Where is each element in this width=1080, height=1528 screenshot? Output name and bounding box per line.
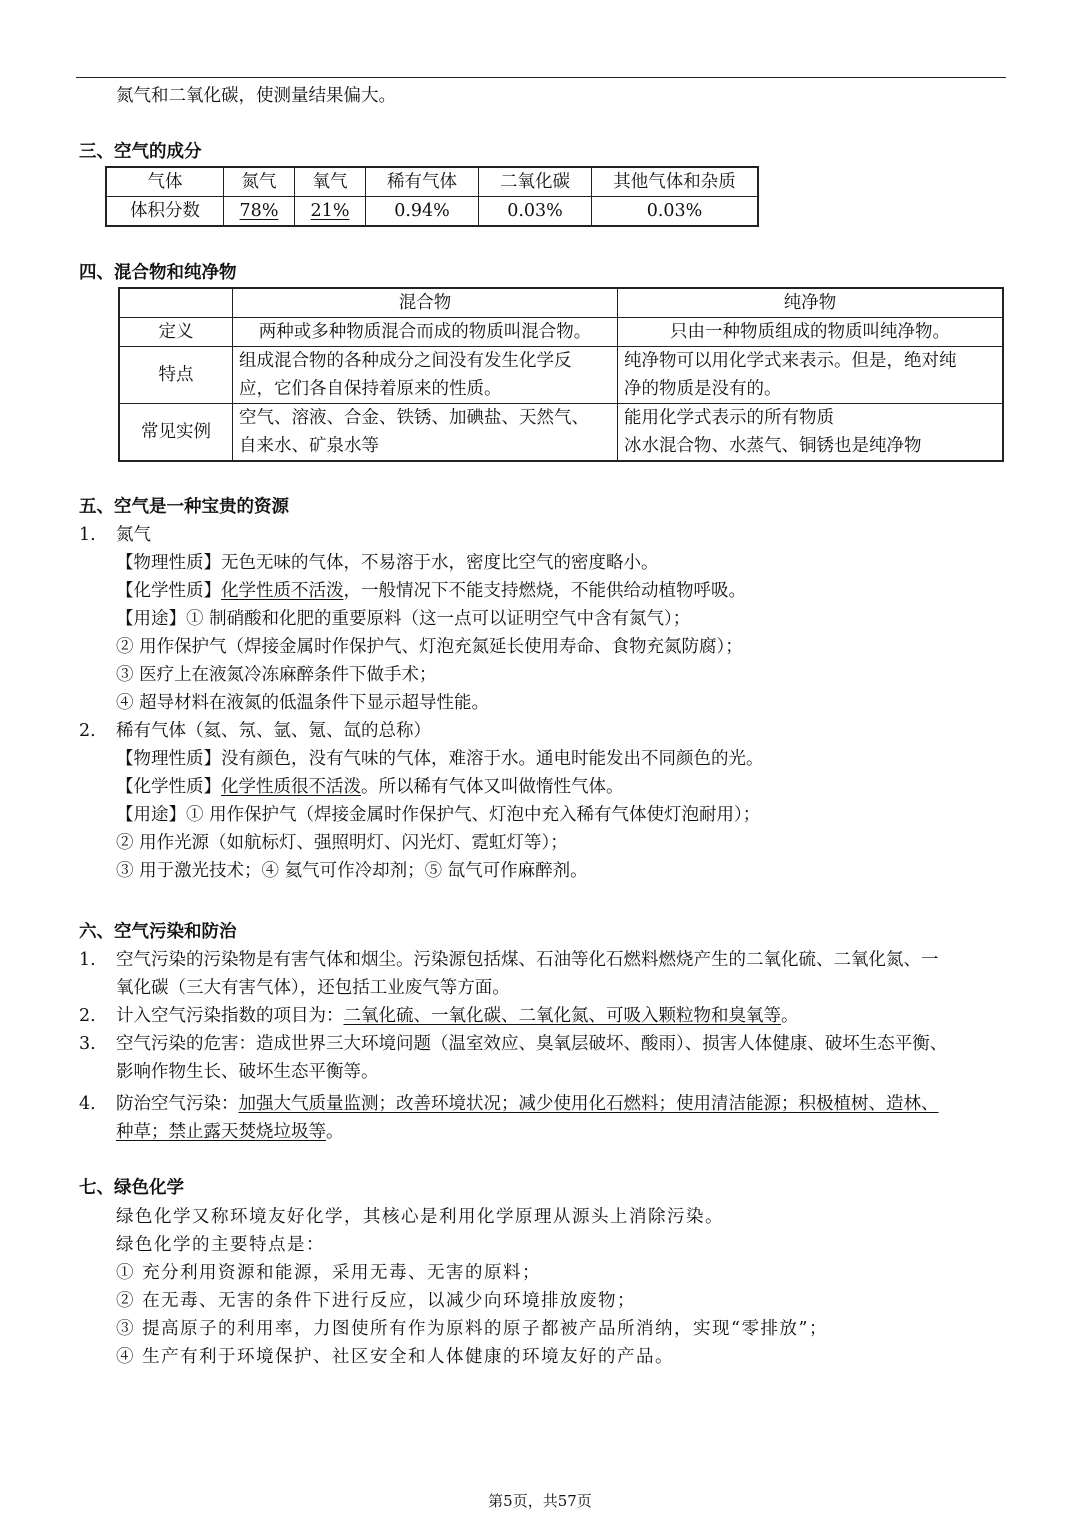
cell-line: 组成混合物的各种成分之间没有发生化学反 xyxy=(239,351,572,371)
text: ① 制硝酸和化肥的重要原料（这一点可以证明空气中含有氮气）； xyxy=(186,609,691,629)
tag: 【物理性质】 xyxy=(116,553,221,573)
row-label: 特点 xyxy=(119,347,233,404)
nitrogen-use-2: ② 用作保护气（焊接金属时作保护气、灯泡充氮延长使用寿命、食物充氮防腐）； xyxy=(116,637,743,657)
mixture-pure-table xyxy=(118,287,1004,462)
header-cell: 氮气 xyxy=(224,167,295,197)
nitrogen-chemical xyxy=(116,577,746,605)
cell-line: 冰水混合物、水蒸气、铜锈也是纯净物 xyxy=(624,436,922,456)
cell: 只由一种物质组成的物质叫纯净物。 xyxy=(618,318,1004,347)
cell xyxy=(233,404,618,462)
noble-gas-use-3: ③ 用于激光技术；④ 氦气可作冷却剂；⑤ 氙气可作麻醉剂。 xyxy=(116,861,588,881)
row-label: 体积分数 xyxy=(106,197,224,227)
cell xyxy=(618,404,1004,462)
header-cell: 混合物 xyxy=(233,288,618,318)
tag: 【化学性质】 xyxy=(116,777,221,797)
table-header-row xyxy=(119,288,1003,318)
table-row xyxy=(119,318,1003,347)
cell-line: 空气、溶液、合金、铁锈、加碘盐、天然气、 xyxy=(239,408,589,428)
cell-line: 净的物质是没有的。 xyxy=(624,379,782,399)
underlined-text: 加强大气质量监测；改善环境状况；减少使用化石燃料；使用清洁能源；积极植树、造林、 xyxy=(238,1094,939,1114)
underlined-text: 化学性质很不活泼 xyxy=(221,777,361,797)
text: ① 用作保护气（焊接金属时作保护气、灯泡中充入稀有气体使灯泡耐用）； xyxy=(186,805,761,825)
item-number: 1. xyxy=(79,950,96,970)
pollution-item-3-line-1: 空气污染的危害：造成世界三大环境问题（温室效应、臭氧层破坏、酸雨）、损害人体健康、破坏生态平衡、 xyxy=(116,1034,948,1054)
pollution-item-3-line-2: 影响作物生长、破坏生态平衡等。 xyxy=(116,1062,379,1082)
value-cell: 78% xyxy=(224,197,295,227)
item-number: 2. xyxy=(79,1006,96,1026)
noble-gas-use-1 xyxy=(116,801,760,829)
text: 。 xyxy=(326,1122,344,1142)
table-row xyxy=(119,347,1003,404)
value-cell: 21% xyxy=(295,197,366,227)
cell-line: 能用化学式表示的所有物质 xyxy=(624,408,834,428)
value-cell: 0.94% xyxy=(366,197,479,227)
item-number: 1. xyxy=(79,525,96,545)
pollution-item-2 xyxy=(116,1002,799,1030)
cell xyxy=(233,347,618,404)
text: 防治空气污染： xyxy=(116,1094,239,1114)
table-row xyxy=(106,197,758,227)
green-chem-line-2: 绿色化学的主要特点是： xyxy=(116,1235,325,1255)
value-cell: 0.03% xyxy=(592,197,759,227)
cell-line: 自来水、矿泉水等 xyxy=(239,436,379,456)
green-chem-line-5: ③ 提高原子的利用率，力图使所有作为原料的原子都被产品所消纳，实现“零排放”； xyxy=(116,1319,828,1339)
underlined-text: 二氧化硫、一氧化碳、二氧化氮、可吸入颗粒物和臭氧等 xyxy=(343,1006,781,1026)
underlined-text: 种草；禁止露天焚烧垃圾等 xyxy=(116,1122,326,1142)
tag: 【用途】 xyxy=(116,805,186,825)
header-cell: 其他气体和杂质 xyxy=(592,167,759,197)
intro-line: 氮气和二氧化碳，使测量结果偏大。 xyxy=(116,86,396,106)
green-chem-line-4: ② 在无毒、无害的条件下进行反应，以减少向环境排放废物； xyxy=(116,1291,637,1311)
section-5-title: 五、空气是一种宝贵的资源 xyxy=(79,497,289,517)
text: 。所以稀有气体又叫做惰性气体。 xyxy=(361,777,624,797)
noble-gas-physical xyxy=(116,745,764,773)
header-cell: 氧气 xyxy=(295,167,366,197)
table-row xyxy=(119,404,1003,462)
row-label: 定义 xyxy=(119,318,233,347)
text: 无色无味的气体，不易溶于水，密度比空气的密度略小。 xyxy=(221,553,659,573)
noble-gas-use-2: ② 用作光源（如航标灯、强照明灯、闪光灯、霓虹灯等）； xyxy=(116,833,568,853)
pollution-item-1-line-2: 氧化碳（三大有害气体），还包括工业废气等方面。 xyxy=(116,978,510,998)
item-number: 2. xyxy=(79,721,96,741)
section-4-title: 四、混合物和纯净物 xyxy=(79,263,237,283)
cell-line: 应，它们各自保持着原来的性质。 xyxy=(239,379,502,399)
air-composition-table xyxy=(105,166,759,227)
nitrogen-use-1 xyxy=(116,605,690,633)
text: 。 xyxy=(781,1006,799,1026)
header-rule xyxy=(76,77,1006,78)
green-chem-line-6: ④ 生产有利于环境保护、社区安全和人体健康的环境友好的产品。 xyxy=(116,1347,675,1367)
empty-cell xyxy=(119,288,233,318)
pollution-item-1-line-1: 空气污染的污染物是有害气体和烟尘。污染源包括煤、石油等化石燃料燃烧产生的二氧化硫、二氧化氮、一 xyxy=(116,950,939,970)
green-chem-line-3: ① 充分利用资源和能源，采用无毒、无害的原料； xyxy=(116,1263,542,1283)
row-label: 常见实例 xyxy=(119,404,233,462)
noble-gas-title: 稀有气体（氦、氖、氩、氪、氙的总称） xyxy=(116,721,431,741)
underlined-text: 化学性质不活泼 xyxy=(221,581,344,601)
table-header-row xyxy=(106,167,758,197)
section-7-title: 七、绿色化学 xyxy=(79,1178,184,1198)
cell: 两种或多种物质混合而成的物质叫混合物。 xyxy=(233,318,618,347)
header-cell: 纯净物 xyxy=(618,288,1004,318)
page-footer: 第5页，共57页 xyxy=(488,1492,592,1510)
tag: 【物理性质】 xyxy=(116,749,221,769)
nitrogen-title: 氮气 xyxy=(116,525,151,545)
text: 没有颜色，没有气味的气体，难溶于水。通电时能发出不同颜色的光。 xyxy=(221,749,764,769)
text: 计入空气污染指数的项目为： xyxy=(116,1006,344,1026)
tag: 【用途】 xyxy=(116,609,186,629)
section-6-title: 六、空气污染和防治 xyxy=(79,922,237,942)
green-chem-line-1: 绿色化学又称环境友好化学，其核心是利用化学原理从源头上消除污染。 xyxy=(116,1207,724,1227)
item-number: 3. xyxy=(79,1034,96,1054)
tag: 【化学性质】 xyxy=(116,581,221,601)
nitrogen-use-3: ③ 医疗上在液氮冷冻麻醉条件下做手术； xyxy=(116,665,437,685)
noble-gas-chemical xyxy=(116,773,624,801)
header-cell: 二氧化碳 xyxy=(479,167,592,197)
text: ，一般情况下不能支持燃烧，不能供给动植物呼吸。 xyxy=(343,581,746,601)
item-number: 4. xyxy=(79,1094,96,1114)
pollution-item-4-line-2 xyxy=(116,1118,344,1146)
header-cell: 气体 xyxy=(106,167,224,197)
cell-line: 纯净物可以用化学式来表示。但是，绝对纯 xyxy=(624,351,957,371)
nitrogen-use-4: ④ 超导材料在液氮的低温条件下显示超导性能。 xyxy=(116,693,490,713)
section-3-title: 三、空气的成分 xyxy=(79,142,202,162)
cell xyxy=(618,347,1004,404)
pollution-item-4-line-1 xyxy=(116,1090,939,1118)
nitrogen-physical xyxy=(116,549,659,577)
header-cell: 稀有气体 xyxy=(366,167,479,197)
value-cell: 0.03% xyxy=(479,197,592,227)
